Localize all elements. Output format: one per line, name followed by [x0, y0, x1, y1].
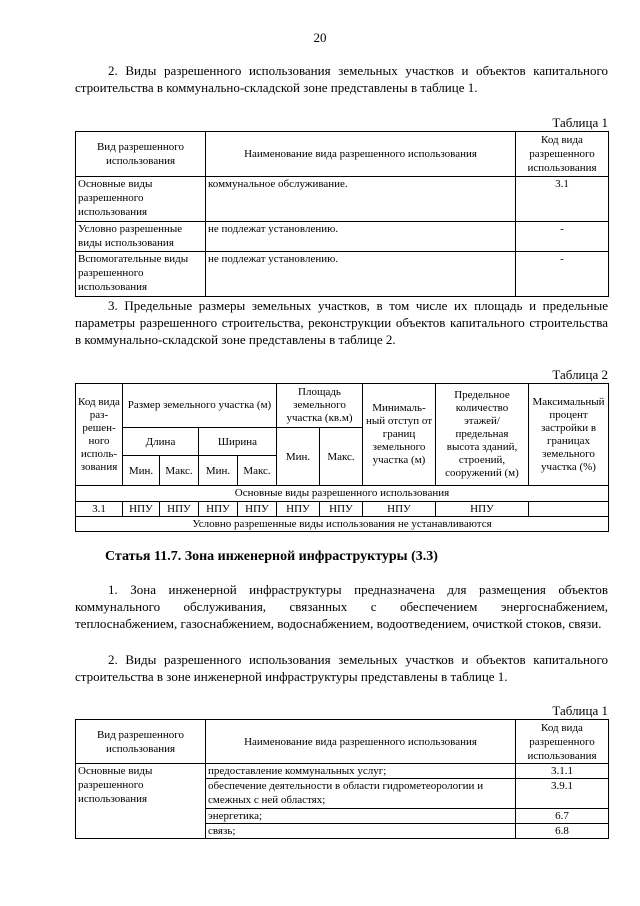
table2-header-area-min: Мин.: [277, 428, 320, 486]
table-row: [76, 252, 609, 297]
table2-header-size: Размер земельного участка (м): [123, 384, 277, 428]
table2-header-offset: Минимальный отступ от границ земельного участка (м): [363, 384, 436, 486]
table2-header-floors: Предельное количество этажей/ предельная высота зданий, строений, сооружений (м): [436, 384, 529, 486]
table3-header-code: Код вида разрешенного использования: [516, 720, 609, 764]
table1-row1-name: коммунальное обслуживание.: [206, 177, 516, 222]
table3-row4-name: связь;: [206, 824, 516, 839]
table2-header-width-max: Макс.: [238, 456, 277, 486]
table3-header-name: Наименование вида разрешенного использования: [206, 720, 516, 764]
table2-cell: [529, 502, 609, 517]
table2-section-conditional: Условно разрешенные виды использования не устанавливаются: [76, 517, 609, 532]
article-heading: Статья 11.7. Зона инженерной инфраструктуры (3.3): [105, 549, 438, 564]
table3-header-vid: Вид разрешенного использования: [76, 720, 206, 764]
table-row: [76, 764, 609, 779]
table2-header-percent: Максимальный процент застройки в границах земельного участка (%): [529, 384, 609, 486]
table2-section-main: Основные виды разрешенного использования: [76, 486, 609, 502]
table2-cell: НПУ: [238, 502, 277, 517]
paragraph-zone-purpose: 1. Зона инженерной инфраструктуры предназначена для размещения объектов коммунального обслуживания, связанных с обеспечением энергоснабжением, теплоснабжением, газоснабжением, водоснабжением, водоотведением, очисткой стоков, связи.: [75, 582, 608, 631]
table2-cell: НПУ: [363, 502, 436, 517]
table3-row2-code: 3.9.1: [516, 779, 609, 809]
table2-cell-code: 3.1: [76, 502, 123, 517]
table-row: [76, 222, 609, 252]
table2-header-width: Ширина: [199, 428, 277, 456]
table2-header-length-max: Макс.: [160, 456, 199, 486]
table2-cell: НПУ: [123, 502, 160, 517]
paragraph-table2-intro: 3. Предельные размеры земельных участков, в том числе их площадь и предельные параметры разрешенного строительства, реконструкции объектов капитального строительства в коммунально-складской зоне представлены в таблице 2.: [75, 298, 608, 347]
table-row: [76, 177, 609, 222]
table1-row1-vid: Основные виды разрешенного использования: [76, 177, 206, 222]
table1-header-code: Код вида разрешенного использования: [516, 132, 609, 177]
table2-cell: НПУ: [436, 502, 529, 517]
table1-row2-vid: Условно разрешенные виды использования: [76, 222, 206, 252]
table2: [75, 383, 609, 532]
table2-label: Таблица 2: [552, 367, 608, 382]
table2-header-width-min: Мин.: [199, 456, 238, 486]
table2-header-code: Код вида разрешенного использования: [76, 384, 123, 486]
table1-label: Таблица 1: [552, 115, 608, 130]
table-row: [76, 502, 609, 517]
table3-row2-name: обеспечение деятельности в области гидрометеорологии и смежных с ней областях;: [206, 779, 516, 809]
table1-row1-code: 3.1: [516, 177, 609, 222]
table3: [75, 719, 609, 839]
table3-row3-code: 6.7: [516, 809, 609, 824]
table3-row4-code: 6.8: [516, 824, 609, 839]
table2-header-length: Длина: [123, 428, 199, 456]
table3-label: Таблица 1: [552, 703, 608, 718]
table2-cell: НПУ: [199, 502, 238, 517]
table1-row2-code: -: [516, 222, 609, 252]
table2-cell: НПУ: [320, 502, 363, 517]
table1-header-vid: Вид разрешенного использования: [76, 132, 206, 177]
table1-row3-vid: Вспомогательные виды разрешенного использования: [76, 252, 206, 297]
table3-row1-code: 3.1.1: [516, 764, 609, 779]
table1: [75, 131, 609, 297]
table1-row2-name: не подлежат установлению.: [206, 222, 516, 252]
table1-header-name: Наименование вида разрешенного использования: [206, 132, 516, 177]
table2-header-area: Площадь земельного участка (кв.м): [277, 384, 363, 428]
page-number: 20: [313, 30, 327, 45]
paragraph-table1-intro: 2. Виды разрешенного использования земельных участков и объектов капитального строительства в коммунально-складской зоне представлены в таблице 1.: [75, 63, 608, 95]
table1-row3-code: -: [516, 252, 609, 297]
table2-header-length-min: Мин.: [123, 456, 160, 486]
table1-row3-name: не подлежат установлению.: [206, 252, 516, 297]
table3-group-vid: Основные виды разрешенного использования: [76, 764, 206, 839]
table2-cell: НПУ: [277, 502, 320, 517]
table3-row1-name: предоставление коммунальных услуг;: [206, 764, 516, 779]
table3-row3-name: энергетика;: [206, 809, 516, 824]
table2-cell: НПУ: [160, 502, 199, 517]
paragraph-table3-intro: 2. Виды разрешенного использования земельных участков и объектов капитального строительства в зоне инженерной инфраструктуры представлены в таблице 1.: [75, 652, 608, 684]
table2-header-area-max: Макс.: [320, 428, 363, 486]
